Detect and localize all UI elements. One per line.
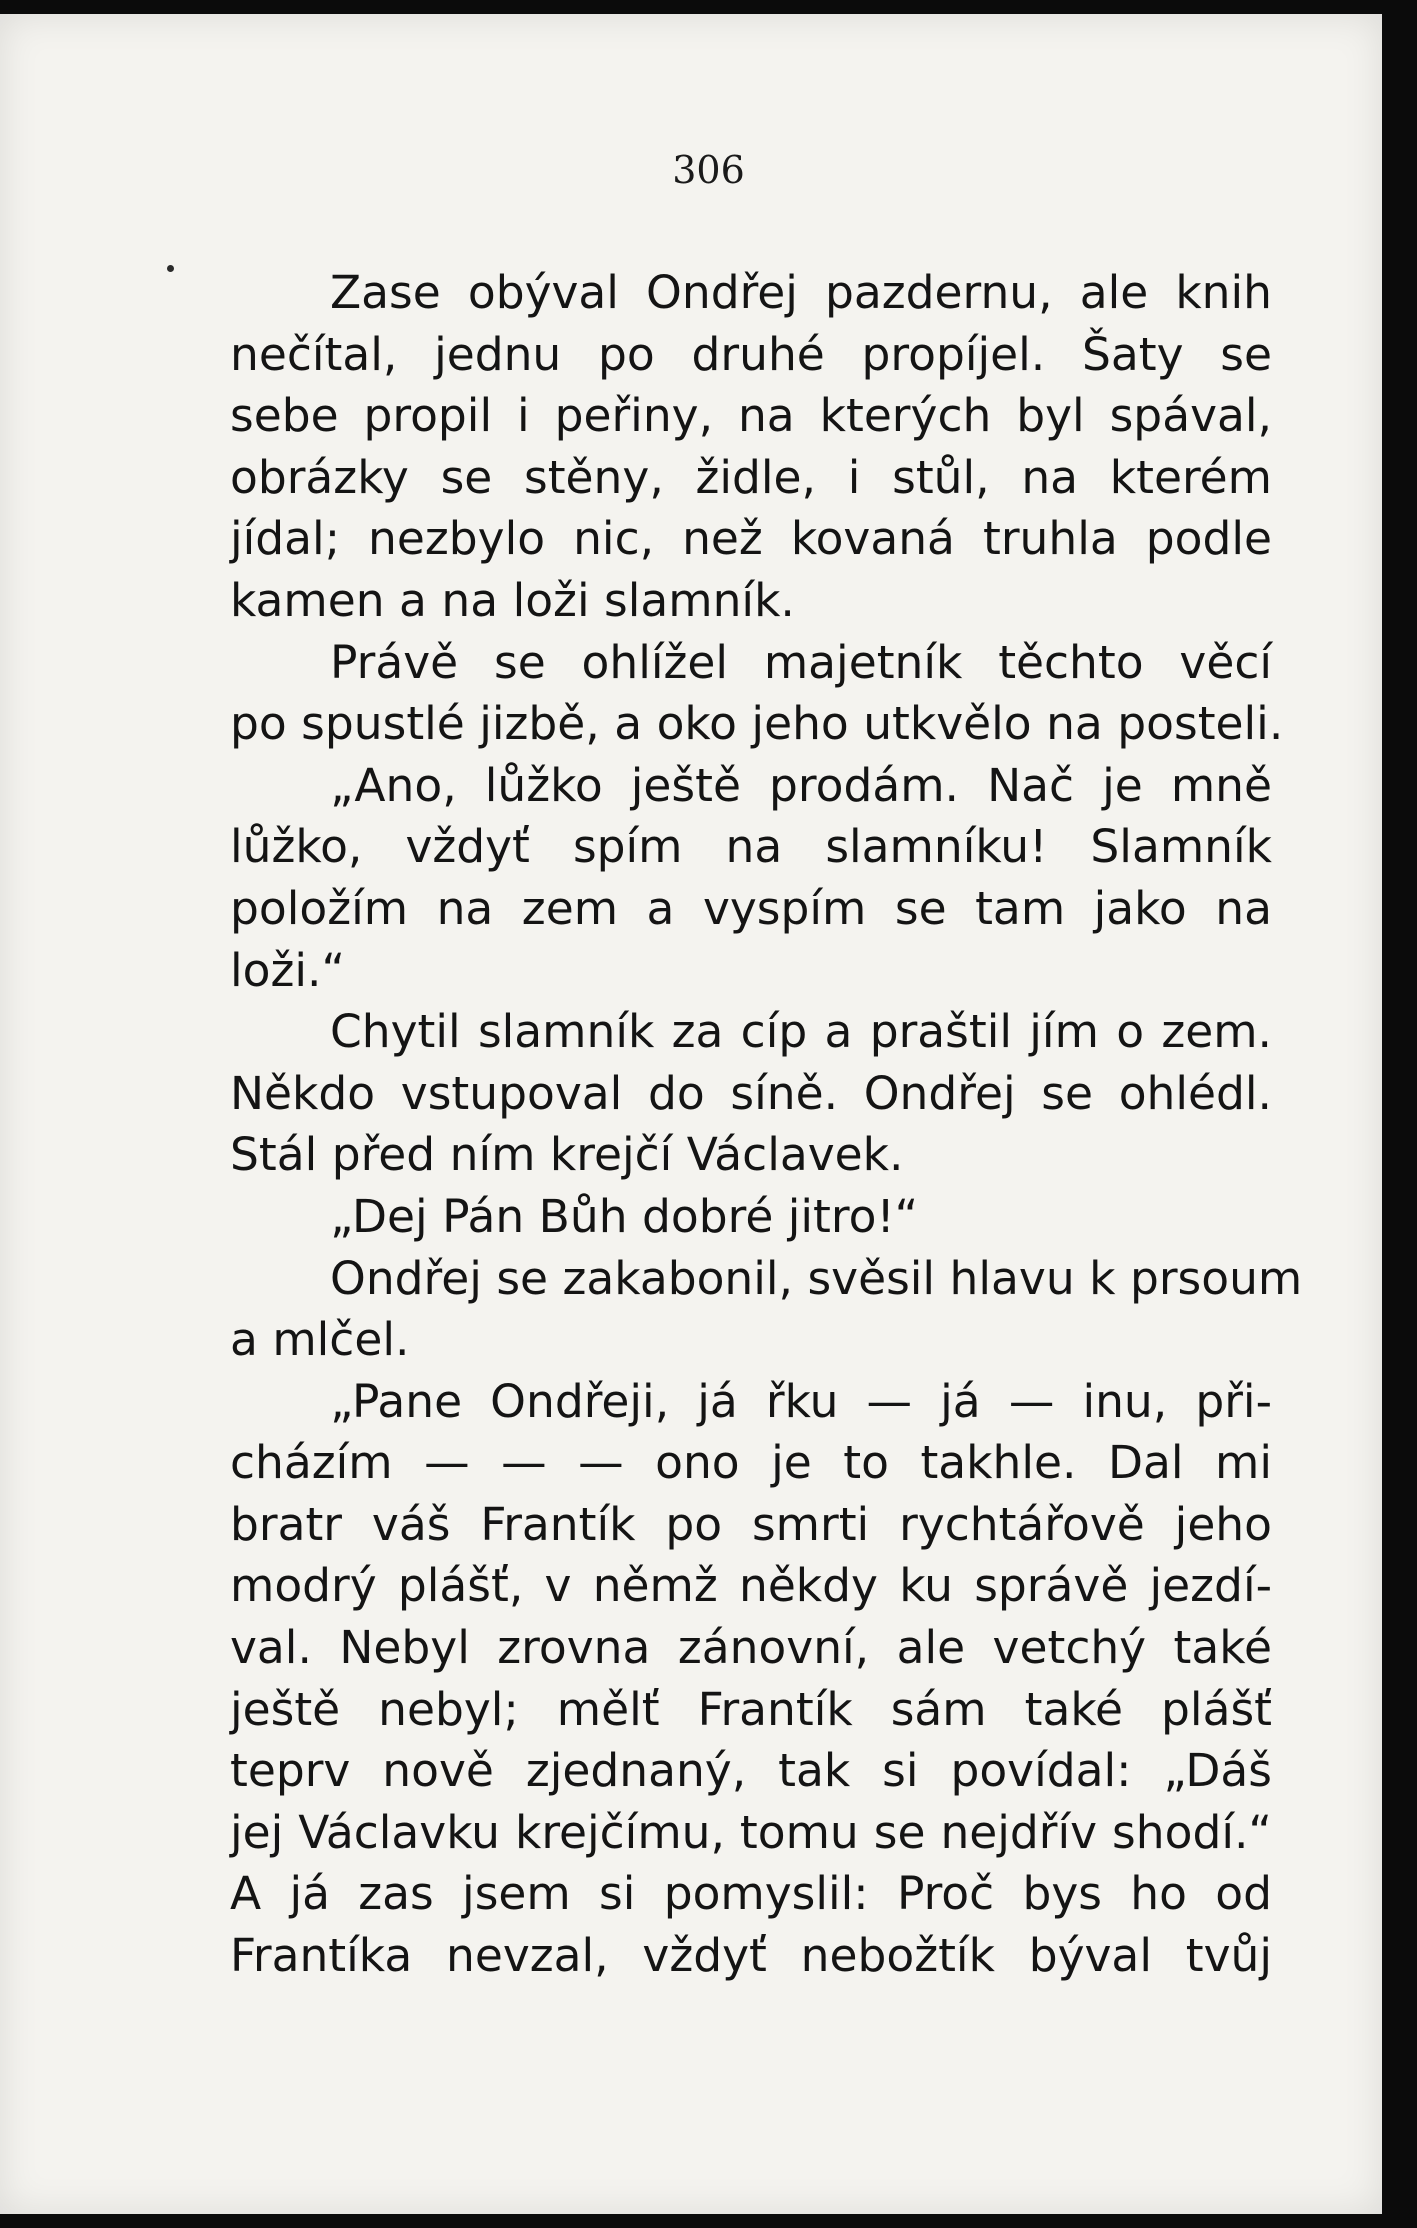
text-line: Chytil slamník za cíp a praštil jím o zem. [330,1005,1272,1059]
text-line: a mlčel. [230,1313,410,1367]
text-line: val. Nebyl zrovna zánovní, ale vetchý také [230,1621,1272,1675]
text-line: sebe propil i peřiny, na kterých byl spával, [230,389,1272,443]
body-text [230,262,1303,1987]
text-line: jej Václavku krejčímu, tomu se nejdřív shodí.“ [230,1805,1272,1859]
text-line: modrý plášť, v němž někdy ku správě jezdí- [230,1559,1272,1613]
page-number: 306 [672,148,745,192]
text-line: „Pane Ondřeji, já řku — já — inu, při- [330,1374,1272,1428]
text-line: Právě se ohlížel majetník těchto věcí [330,635,1272,689]
text-line: Někdo vstupoval do síně. Ondřej se ohlédl. [230,1066,1272,1120]
text-line: po spustlé jizbě, a oko jeho utkvělo na posteli. [230,697,1284,751]
text-line: Frantíka nevzal, vždyť nebožtík býval tvůj [230,1929,1272,1983]
text-line: „Dej Pán Bůh dobré jitro!“ [330,1189,919,1243]
page-edge-shadow [1382,0,1417,2228]
text-line: lůžko, vždyť spím na slamníku! Slamník [230,820,1272,874]
text-line: položím na zem a vyspím se tam jako na [230,881,1272,935]
text-line: Zase obýval Ondřej pazdernu, ale knih [330,266,1272,319]
text-line: obrázky se stěny, židle, i stůl, na kterém [230,450,1272,504]
text-line: kamen a na loži slamník. [230,573,795,627]
text-line: cházím — — — ono je to takhle. Dal mi [230,1436,1272,1490]
text-line: teprv nově zjednaný, tak si povídal: „Dáš [230,1744,1272,1798]
text-line: Ondřej se zakabonil, svěsil hlavu k prsoum [330,1251,1303,1305]
text-line: A já zas jsem si pomyslil: Proč bys ho od [230,1867,1272,1921]
text-line: ještě nebyl; mělť Frantík sám také plášť [230,1682,1272,1736]
text-line: „Ano, lůžko ještě prodám. Nač je mně [330,758,1272,812]
text-line: nečítal, jednu po druhé propíjel. Šaty se [230,327,1272,381]
print-speck [167,265,174,272]
text-line: loži.“ [230,943,346,997]
text-line: jídal; nezbylo nic, než kovaná truhla podle [230,512,1272,566]
text-line: Stál před ním krejčí Václavek. [230,1128,904,1182]
text-line: bratr váš Frantík po smrti rychtářově jeho [230,1497,1272,1551]
